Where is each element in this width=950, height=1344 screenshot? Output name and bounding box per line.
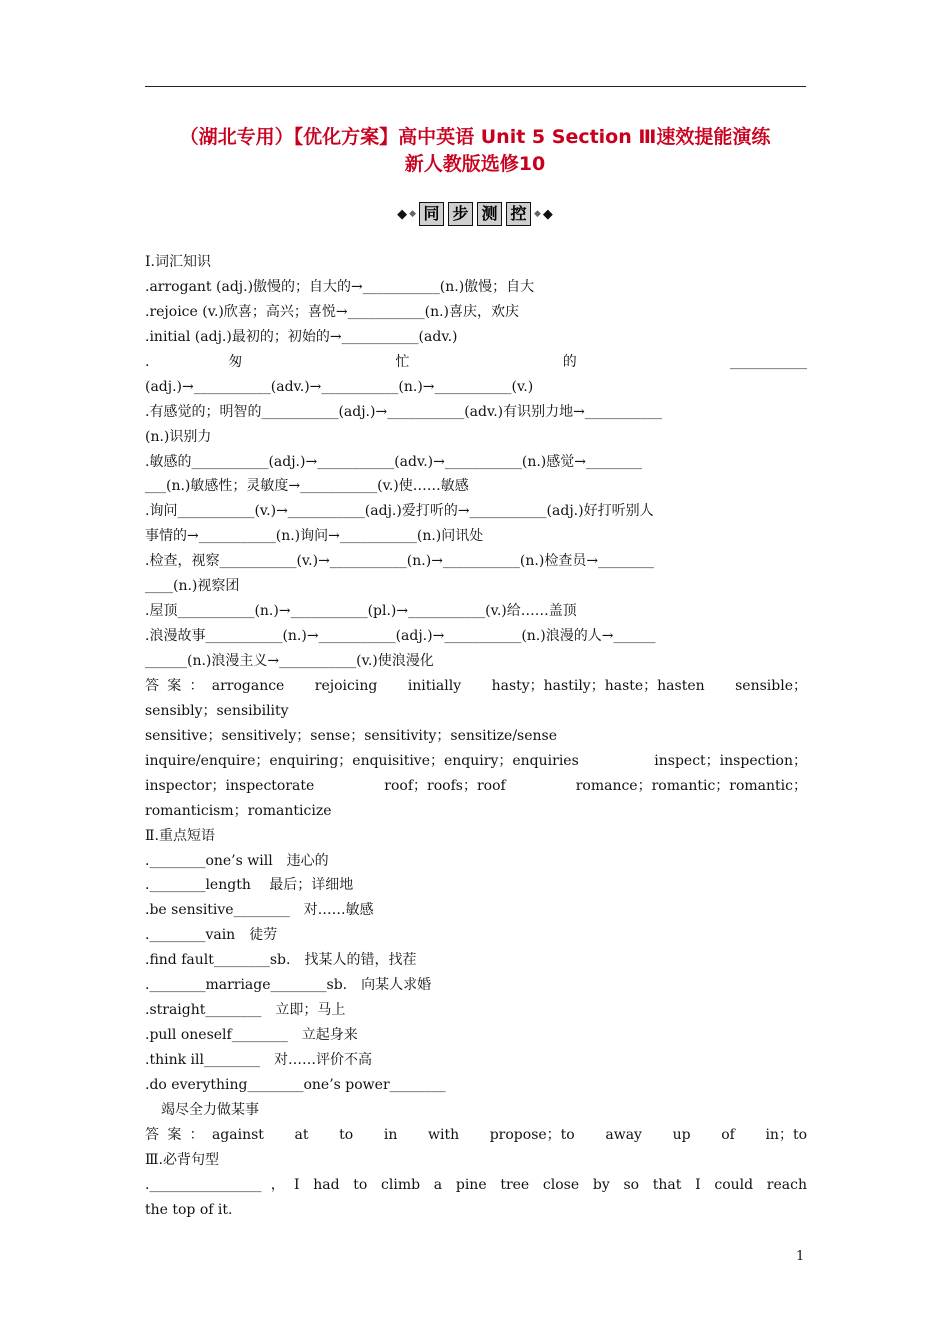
answer-line: inquire/enquire；enquiring；enquisitive；enquiry；enquiries inspect；inspection； xyxy=(145,752,807,769)
vocab-item: ___(n.)敏感性；灵敏度→___________(v.)使……敏感 xyxy=(145,478,469,495)
vocab-item: .屋顶___________(n.)→___________(pl.)→___________(v.)给……盖顶 xyxy=(145,603,577,620)
banner-char: 步 xyxy=(448,202,473,226)
page-number: 1 xyxy=(796,1249,805,1264)
phrase-item: .pull oneself________ 立起身来 xyxy=(145,1027,358,1044)
vocab-item: .检查，视察___________(v.)→___________(n.)→___________(n.)检查员→________ xyxy=(145,553,655,570)
sentence-item: .________________，I had to climb a pine tree close by so that I could reach xyxy=(145,1176,807,1193)
phrase-item: .________one’s will 违心的 xyxy=(145,852,329,869)
diamond-icon: ◆ xyxy=(534,209,541,219)
section-heading: Ⅲ.必背句型 xyxy=(145,1151,219,1168)
diamond-icon: ◆ xyxy=(542,206,553,222)
vocab-item: (adj.)→___________(adv.)→___________(n.)→___________(v.) xyxy=(145,378,534,395)
sentence-item: the top of it. xyxy=(145,1201,233,1218)
banner-char: 同 xyxy=(419,202,444,226)
vocab-item: .有感觉的；明智的___________(adj.)→___________(adv.)有识别力地→___________ xyxy=(145,403,662,420)
answer-line: 答案：arrogance rejoicing initially hasty；hastily；haste；hasten sensible； xyxy=(145,677,807,694)
phrase-item: .________vain 徒劳 xyxy=(145,927,278,944)
phrase-item: .do everything________one’s power________ xyxy=(145,1076,446,1093)
vocab-item: (n.)识别力 xyxy=(145,428,212,445)
vocab-item: ______(n.)浪漫主义→___________(v.)使浪漫化 xyxy=(145,653,434,669)
vocab-item: . 匆 忙 的 ___________ xyxy=(145,353,807,370)
title-line-2: 新人教版选修10 xyxy=(404,153,546,175)
section-heading: Ⅱ.重点短语 xyxy=(145,827,215,844)
exercise-body xyxy=(145,250,807,1223)
answer-line: romanticism；romanticize xyxy=(145,802,332,819)
answer-line: 答案：against at to in with propose；to away up of in；to xyxy=(145,1126,807,1143)
answer-line: sensitive；sensitively；sense；sensitivity；sensitize/sense xyxy=(145,727,557,744)
vocab-item: 事情的→___________(n.)询问→___________(n.)问讯处 xyxy=(145,528,484,545)
phrase-item: .think ill________ 对……评价不高 xyxy=(145,1052,372,1068)
vocab-item: .arrogant (adj.)傲慢的；自大的→___________(n.)傲慢；自大 xyxy=(145,278,535,295)
title-line-1: （湖北专用）【优化方案】高中英语 Unit 5 Section Ⅲ速效提能演练 xyxy=(179,126,771,148)
vocab-item: ____(n.)视察团 xyxy=(145,578,240,595)
vocab-item: .rejoice (v.)欣喜；高兴；喜悦→___________(n.)喜庆，欢庆 xyxy=(145,303,519,320)
answer-line: sensibly；sensibility xyxy=(145,702,289,719)
header-rule xyxy=(145,86,806,87)
banner-char: 测 xyxy=(477,202,502,226)
banner-char: 控 xyxy=(506,202,531,226)
phrase-item: .straight________ 立即；马上 xyxy=(145,1002,346,1019)
phrase-item: .find fault________sb. 找某人的错，找茬 xyxy=(145,952,417,969)
vocab-item: .询问___________(v.)→___________(adj.)爱打听的→___________(adj.)好打听别人 xyxy=(145,503,654,520)
section-banner xyxy=(372,201,578,227)
phrase-item: .be sensitive________ 对……敏感 xyxy=(145,902,374,919)
vocab-item: .敏感的___________(adj.)→___________(adv.)→___________(n.)感觉→________ xyxy=(145,453,642,470)
vocab-item: .initial (adj.)最初的；初始的→___________(adv.) xyxy=(145,328,458,345)
phrase-item: 竭尽全力做某事 xyxy=(161,1101,259,1118)
document-title xyxy=(130,124,820,178)
diamond-icon: ◆ xyxy=(397,206,408,222)
phrase-item: .________length 最后；详细地 xyxy=(145,877,354,894)
answer-line: inspector；inspectorate roof；roofs；roof romance；romantic；romantic； xyxy=(145,777,807,794)
vocab-item: .浪漫故事___________(n.)→___________(adj.)→___________(n.)浪漫的人→______ xyxy=(145,628,656,645)
phrase-item: .________marriage________sb. 向某人求婚 xyxy=(145,977,432,994)
section-heading: Ⅰ.词汇知识 xyxy=(145,254,211,270)
diamond-icon: ◆ xyxy=(409,209,416,219)
